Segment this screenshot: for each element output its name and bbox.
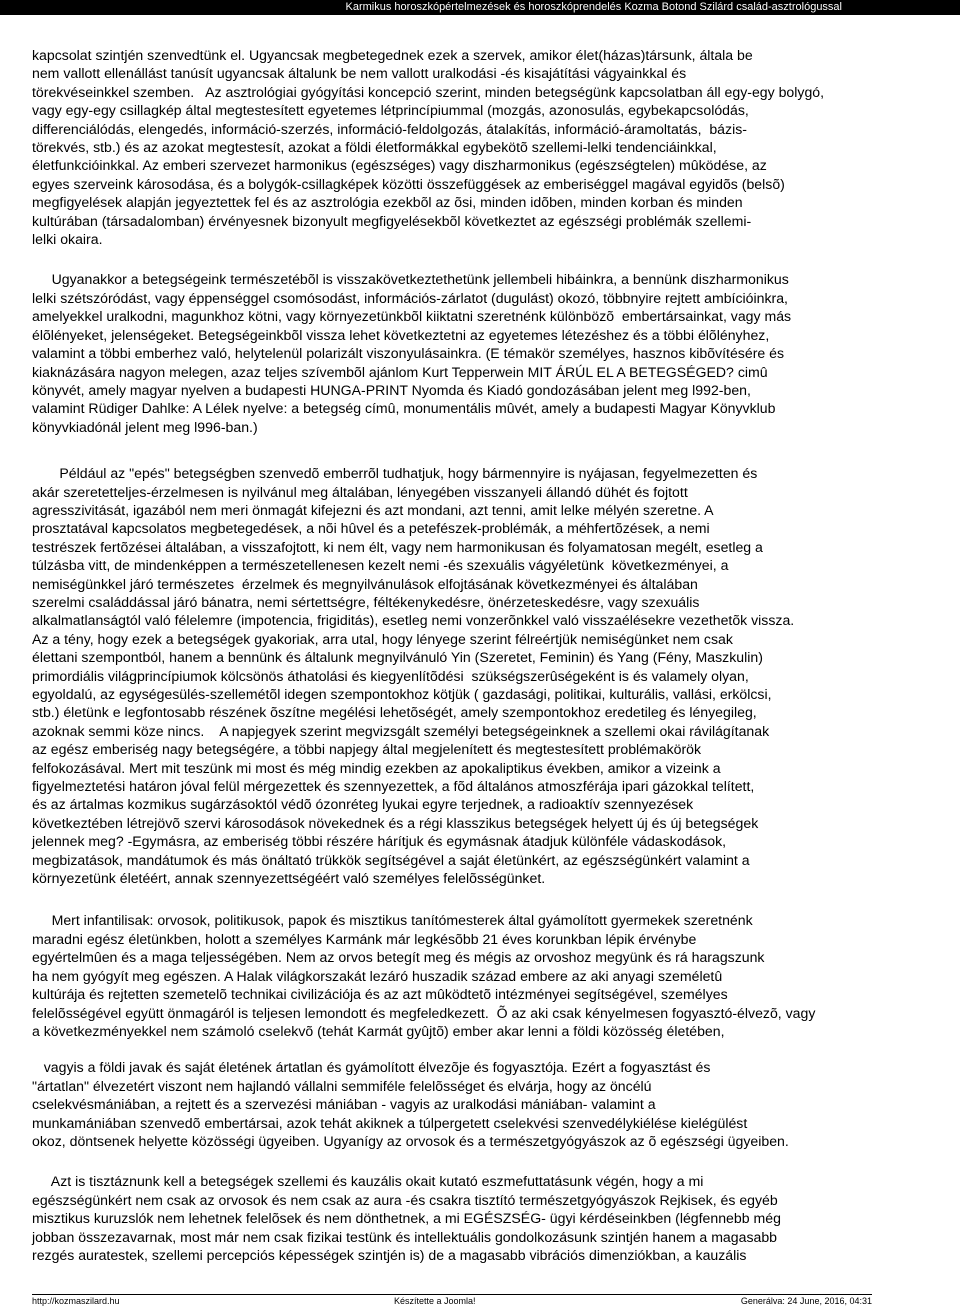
text-line: testrészek fertõzései általában, a visszafojtott, ki nem élt, vagy nem harmonikusan és folyamatosan megélt, esetleg a	[32, 538, 763, 555]
paragraph-2	[32, 270, 946, 436]
text-line: vagyis a földi javak és saját életének ártatlan és gyámolított élvezõje és fogyasztója. Ezért a fogyasztást és	[32, 1059, 711, 1076]
paragraph-1	[32, 46, 946, 248]
text-line: környezetünk életéért, annak szennyezettségéért való személyes felelõsségünket.	[32, 870, 546, 887]
text-line: kiaknázására nagyon melegen, azaz teljes szívembõl ajánlom Kurt Tepperwein MIT ÁRÚL EL A BETEGSÉGED? cimû	[32, 363, 768, 380]
text-line: egészségünkért nem csak az orvosok és nem csak az aura -és csakra tisztító természetgyógyászok Rejkisek, és egyéb	[32, 1191, 778, 1208]
text-line: lelki okaira.	[32, 231, 103, 248]
text-line: cselekvésmániában, a rejtett és a szervezési mániában - vagyis az uralkodási mániában- valamint a	[32, 1096, 656, 1113]
text-line: könyvkiadónál jelent meg l996-ban.)	[32, 418, 258, 435]
text-line: primordiális világprincípiumok kölcsönös áthatolási és kiegyenlítõdési szükségszerûségeként is és valamely olyan,	[32, 667, 749, 684]
text-line: egyoldalú, az egységesülés-szellemétõl idegen szempontokhoz kötjük ( gazdasági, politikai, kulturális, vallási, erkölcsi,	[32, 686, 772, 702]
text-line: felfokozásával. Mert mit teszünk mi most és még mindig ezekben az apokaliptikus években, amikor a vizeink a	[32, 759, 721, 776]
text-line: túlzásba vitt, de mindenképpen a természetellenesen kezelt nemi -és szexuális vágyéletünk következményei, a	[32, 557, 729, 574]
text-line: szerelmi családdással járó bánatra, nemi sértettségre, féltékenykedésre, önérzeteskedésre, vagy szexuális	[32, 593, 700, 610]
paragraph-4	[32, 911, 946, 1040]
text-line: jobban összezavarnak, most már nem csak fizikai testünk és intellektuális gondolkozásunk szintjén hanem a magasabb	[32, 1228, 778, 1245]
text-line: a következményekkel nem számoló cselekvõ (tehát Karmát gyûjtõ) ember akar lenni a földi közösség életében,	[32, 1022, 725, 1039]
text-line: ha nem gyógyít meg egészen. A Halak világkorszakát lezáró huszadik század embere az aki anyagi személetû	[32, 967, 723, 984]
text-line: lelki szétszóródást, vagy éppenséggel csomósodást, információs-zárlatot (dugulást) okozó, többnyire rejtett ambícióinkra,	[32, 289, 788, 306]
paragraph-3	[32, 464, 946, 887]
text-line: vagy egy-egy csillagkép által megtestesített egyetemes létprincípiummal (mozgás, azonosulás, egybekapcsolódás,	[32, 102, 749, 119]
text-line: misztikus kuruzslók nem lehetnek felelõsek és nem dönthetnek, a mi EGÉSZSÉG- ügyi kérdéseinkben (légfennebb még	[32, 1210, 781, 1227]
page-footer	[32, 1294, 872, 1307]
footer-credit: Készítette a Joomla!	[394, 1296, 476, 1306]
text-line: differenciálódás, elengedés, információ-szerzés, információ-feldolgozás, átalakítás, információ-áramoltatás, bázis-	[32, 120, 747, 137]
text-line: felelõsségével együtt önmagáról is teljesen lemondott és megfeledkezett. Õ az aki csak kényelmesen fogyasztó-élvezõ, vagy	[32, 1004, 816, 1021]
page-header	[0, 0, 960, 15]
document-body	[32, 46, 946, 1264]
text-line: "ártatlan" élvezetért viszont nem hajlandó vállalni semmiféle felelõsséget és elvárja, hogy az öncélú	[32, 1077, 652, 1094]
text-line: megfigyelések alapján jegyeztettek fel és az asztrológia ezekbõl az õsi, minden idõben, minden korban és minden	[32, 194, 743, 211]
paragraph-6	[32, 1172, 946, 1264]
text-line: alkalmatlanságtól való félelemre (impotencia, frigiditás), esetleg nemi vonzerõnkkel való visszaélésekre vezethetõk vissza.	[32, 612, 795, 629]
text-line: kultúrája és rejtetten szemetelõ technikai civilizációja és az azt mûködtetõ intézményei segítségével, személyes	[32, 986, 728, 1003]
text-line: rezgés auratestek, szellemi percepciós képességek szintjén is) de a magasabb vibrációs dimenziókban, a kauzális	[32, 1246, 747, 1263]
text-line: törekvéseinkkel szemben. Az asztrológiai gyógyítási koncepció szerint, minden betegségünk kapcsolatban áll egy-egy bolygó,	[32, 83, 825, 100]
text-line: stb.) életünk e legfontosabb részének õszítne megélési lehetõségét, amely szempontokhoz eredetileg és lényegileg,	[32, 704, 757, 721]
text-line: élõlényeket, jelenségeket. Betegségeinkbõl vissza lehet következtetni az egyetemes létezéshez és a többi élõlényhez,	[32, 326, 770, 343]
text-line: maradni egész életünkben, holott a személyes Karmánk már legkésõbb 21 éves korunkban lépik érvénybe	[32, 930, 697, 947]
text-line: az egész emberiség nagy betegségére, a többi napjegy által megjelenített és megtestesített problémakörök	[32, 741, 702, 758]
footer-generated-date: Generálva: 24 June, 2016, 04:31	[740, 1296, 872, 1306]
text-line: akár szeretetteljes-érzelmesen is nyilvánul meg általában, lényegében visszanyeli állandó dühét és fojtott	[32, 483, 688, 500]
text-line: Például az "epés" betegségben szenvedõ emberrõl tudhatjuk, hogy bármennyire is nyájasan, fegyelmezetten és	[32, 465, 758, 482]
text-line: Mert infantilisak: orvosok, politikusok, papok és misztikus tanítómesterek által gyámolított gyermekek szeretnénk	[32, 912, 753, 929]
text-line: kultúrában (társadalomban) érvényesnek bizonyult megfigyelésekbõl következtet az egészségi problémák szellemi-	[32, 212, 752, 229]
text-line: és az ártalmas kozmikus sugárzásoktól védõ ózonréteg lyukai egyre terjednek, a radioaktív szennyezések	[32, 796, 694, 813]
text-line: agresszivitását, igazából nem meri önmagát kifejezni és azt mondani, azt tenni, amit lelke mélyén szeretne. A	[32, 501, 714, 518]
text-line: következtében létrejövõ szervi károsodások növekednek és a régi klasszikus betegségek helyett új és új betegségek	[32, 814, 759, 831]
text-line: élettani szempontból, hanem a bennünk és általunk megnyilvánuló Yin (Szeretet, Feminin) és Yang (Fény, Maszkulin)	[32, 649, 763, 666]
paragraph-5	[32, 1058, 946, 1150]
text-line: prosztatával kapcsolatos megbetegedések, a nõi hûvel és a petefészek-problémák, a méhfertõzések, a nemi	[32, 520, 710, 537]
text-line: megbizatások, mandátumok és más önáltató trükkök segítségével a saját életünkért, az egészségünkért valamint a	[32, 851, 750, 868]
text-line: nemiségünkkel járó természetes érzelmek és megnyilvánulások elfojtásának következményei és általában	[32, 575, 698, 592]
footer-url: http://kozmaszilard.hu	[32, 1296, 120, 1306]
text-line: munkamániában szenvedõ embertársai, azok tehát akiknek a túlpergetett cselekvési szenvedélykiélése kielégülést	[32, 1114, 748, 1131]
header-title: Karmikus horoszkópértelmezések és horoszkóprendelés Kozma Botond Szilárd család-asztrológussal	[345, 1, 842, 13]
text-line: életfunkcióinkkal. Az emberi szervezet harmonikus (egészséges) vagy diszharmonikus (egészségtelen) mûködése, az	[32, 157, 767, 174]
text-line: Azt is tisztáznunk kell a betegségek szellemi és kauzális okait kutató eszmefuttatásunk végén, hogy a mi	[32, 1173, 704, 1190]
text-line: figyelmeztetési határon jóval felül mérgezettek és szennyezettek, a fõd általános atmoszférája ipari gázokkal telített,	[32, 778, 755, 795]
text-line: azoknak semmi köze nincs. A napjegyek szerint megvizsgált személyi betegségeinknek a szellemi okai rávilágítanak	[32, 722, 770, 739]
text-line: valamint Rüdiger Dahlke: A Lélek nyelve: a betegség címû, monumentális mûvét, amely a budapesti Magyar Könyvklub	[32, 400, 776, 417]
text-line: nem vallott ellenállást tanúsít ugyancsak általunk be nem vallott uralkodási -és kisajátítási vágyainkkal és	[32, 65, 687, 82]
text-line: jelennek meg? -Egymásra, az emberiség többi részére hárítjuk és egymásnak átadjuk különféle vádaskodások,	[32, 833, 727, 850]
text-line: Az a tény, hogy ezek a betegségek gyakoriak, arra utal, hogy lényege szerint félreértjük nemiségünket nem csak	[32, 630, 733, 647]
text-line: könyvét, amely magyar nyelven a budapesti HUNGA-PRINT Nyomda és Kiadó gondozásában jelent meg l992-ben,	[32, 381, 751, 398]
text-line: egyes szerveink károsodása, és a bolygók-csillagképek közötti összefüggések az emberiséggel magával egyidõs (belsõ)	[32, 175, 785, 192]
text-line: amelyekkel uralkodni, magunkhoz kötni, vagy környezetünkbõl kiiktatni szeretnénk különbözõ embertársainkat, vagy más	[32, 308, 792, 325]
text-line: egyértelmûen és a maga teljességében. Nem az orvos betegít meg és mégis az orvoshoz megyünk és rá haragszunk	[32, 949, 765, 966]
text-line: kapcsolat szintjén szenvedtünk el. Ugyancsak megbetegednek ezek a szervek, amikor élet(házas)társunk, általa be	[32, 47, 753, 63]
text-line: törekvés, stb.) és az azokat megtestesít, azokat a földi életformákkal egybekötõ szellemi-lelki tendenciáinkkal,	[32, 139, 717, 156]
text-line: valamint a többi emberhez való, helytelenül polarizált viszonyulásainkra. (E témakör személyes, hasznos kibõvítésére és	[32, 345, 785, 362]
text-line: Ugyanakkor a betegségeink természetébõl is visszakövetkeztethetünk jellembeli hibáinkra, a bennünk diszharmonikus	[32, 271, 789, 288]
text-line: okoz, döntsenek helyette közösségi ügyeiben. Ugyanígy az orvosok és a természetgyógyászok az õ egészségi ügyeiben.	[32, 1132, 789, 1149]
